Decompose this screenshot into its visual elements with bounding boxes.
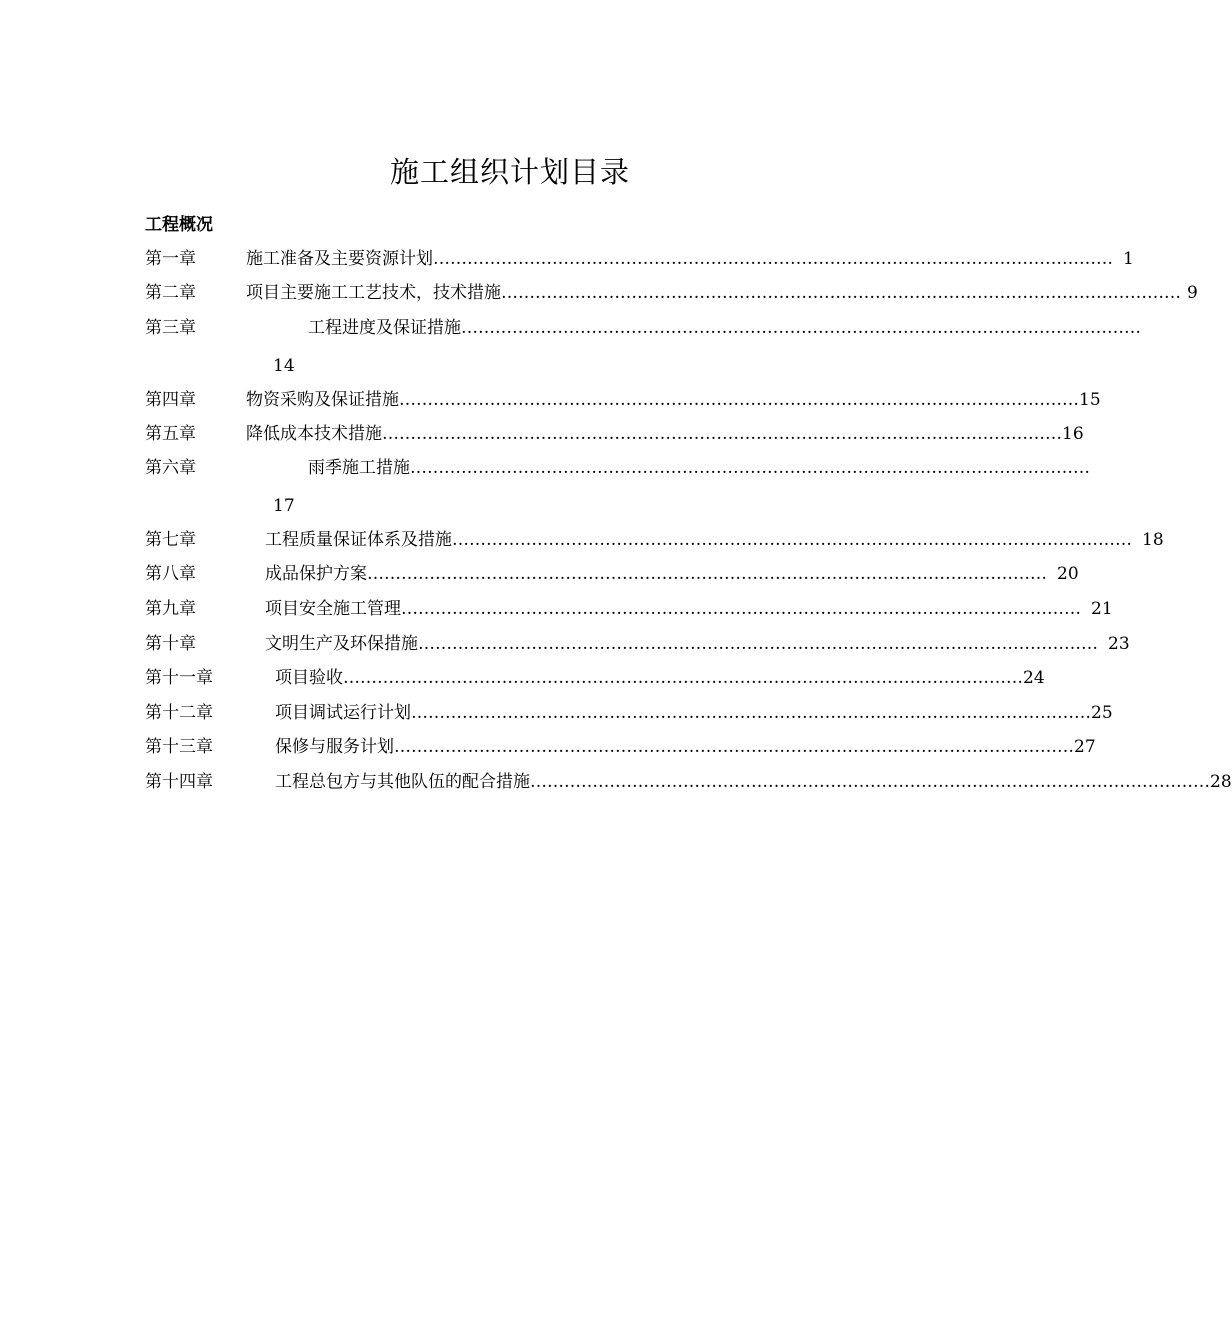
page-number: 17 xyxy=(273,496,295,516)
toc-entry-line xyxy=(246,245,1134,273)
toc-entry[interactable] xyxy=(0,595,1113,623)
dot-leader: ………………………………………………………………………………………………………… xyxy=(461,318,1141,338)
page-number: 20 xyxy=(1057,564,1079,584)
chapter-title: 雨季施工措施 xyxy=(308,458,410,478)
toc-entry-line xyxy=(265,630,1130,658)
toc-entry[interactable] xyxy=(0,420,1084,448)
chapter-title: 工程进度及保证措施 xyxy=(308,318,461,338)
chapter-number: 第十二章 xyxy=(145,703,213,723)
chapter-number: 第九章 xyxy=(145,599,196,619)
chapter-number: 第十一章 xyxy=(145,668,213,688)
dot-leader: ………………………………………………………………………………………………………… xyxy=(394,737,1074,757)
toc-entry-line xyxy=(308,454,1090,482)
toc-entry[interactable] xyxy=(0,245,1134,273)
chapter-title: 保修与服务计划 xyxy=(275,737,394,757)
chapter-title: 项目调试运行计划 xyxy=(275,703,411,723)
toc-entry[interactable] xyxy=(0,314,1141,342)
toc-entry-line xyxy=(246,420,1084,448)
chapter-number: 第七章 xyxy=(145,530,196,550)
dot-leader: ………………………………………………………………………………………………………… xyxy=(501,283,1181,303)
dot-leader: ………………………………………………………………………………………………………… xyxy=(411,703,1091,723)
chapter-number: 第一章 xyxy=(145,249,196,269)
chapter-title: 项目主要施工工艺技术，技术措施 xyxy=(246,283,501,303)
chapter-number: 第五章 xyxy=(145,424,196,444)
page-number: 21 xyxy=(1091,599,1113,619)
page-number: 24 xyxy=(1023,668,1045,688)
chapter-number: 第十三章 xyxy=(145,737,213,757)
chapter-title: 施工准备及主要资源计划 xyxy=(246,249,433,269)
toc-entry[interactable] xyxy=(0,386,1101,414)
page-title: 施工组织计划目录 xyxy=(389,155,630,189)
toc-entry-line xyxy=(265,560,1079,588)
page-number: 1 xyxy=(1123,249,1134,269)
page-number: 25 xyxy=(1091,703,1113,723)
page-number: 27 xyxy=(1074,737,1096,757)
toc-entry-line xyxy=(308,314,1141,342)
dot-leader: ………………………………………………………………………………………………………… xyxy=(343,668,1023,688)
section-heading: 工程概况 xyxy=(145,215,213,235)
page-number: 9 xyxy=(1187,283,1198,303)
toc-entry-line xyxy=(275,699,1113,727)
page-number: 16 xyxy=(1062,424,1084,444)
chapter-title: 工程质量保证体系及措施 xyxy=(265,530,452,550)
toc-entry-line xyxy=(275,733,1096,761)
dot-leader: ………………………………………………………………………………………………………… xyxy=(382,424,1062,444)
chapter-title: 项目安全施工管理 xyxy=(265,599,401,619)
page-number: 14 xyxy=(273,356,295,376)
page-number: 23 xyxy=(1108,634,1130,654)
chapter-title: 成品保护方案 xyxy=(265,564,367,584)
toc-entry[interactable] xyxy=(0,560,1079,588)
dot-leader: ………………………………………………………………………………………………………… xyxy=(399,390,1079,410)
chapter-title: 工程总包方与其他队伍的配合措施 xyxy=(275,772,530,792)
dot-leader: ………………………………………………………………………………………………………… xyxy=(410,458,1090,478)
chapter-title: 降低成本技术措施 xyxy=(246,424,382,444)
page-number: 28 xyxy=(1210,772,1232,792)
toc-entry[interactable] xyxy=(0,526,1164,554)
chapter-number: 第十章 xyxy=(145,634,196,654)
dot-leader: ………………………………………………………………………………………………………… xyxy=(401,599,1081,619)
dot-leader: ………………………………………………………………………………………………………… xyxy=(452,530,1132,550)
page-number: 15 xyxy=(1079,390,1101,410)
toc-entry[interactable] xyxy=(0,699,1113,727)
chapter-number: 第三章 xyxy=(145,318,196,338)
page-number: 18 xyxy=(1142,530,1164,550)
toc-entry[interactable] xyxy=(0,279,1198,307)
toc-entry-line xyxy=(246,386,1101,414)
toc-entry-line xyxy=(265,526,1164,554)
chapter-title: 物资采购及保证措施 xyxy=(246,390,399,410)
dot-leader: ………………………………………………………………………………………………………… xyxy=(530,772,1210,792)
toc-entry-line xyxy=(265,595,1113,623)
chapter-title: 文明生产及环保措施 xyxy=(265,634,418,654)
toc-entry[interactable] xyxy=(0,454,1090,482)
chapter-number: 第十四章 xyxy=(145,772,213,792)
chapter-number: 第六章 xyxy=(145,458,196,478)
chapter-number: 第四章 xyxy=(145,390,196,410)
chapter-title: 项目验收 xyxy=(275,668,343,688)
toc-entry-line xyxy=(275,664,1045,692)
toc-entry[interactable] xyxy=(0,733,1096,761)
chapter-number: 第二章 xyxy=(145,283,196,303)
toc-entry[interactable] xyxy=(0,630,1130,658)
dot-leader: ………………………………………………………………………………………………………… xyxy=(418,634,1098,654)
dot-leader: ………………………………………………………………………………………………………… xyxy=(367,564,1047,584)
toc-entry[interactable] xyxy=(0,664,1045,692)
dot-leader: ………………………………………………………………………………………………………… xyxy=(433,249,1113,269)
toc-entry-line xyxy=(246,279,1198,307)
chapter-number: 第八章 xyxy=(145,564,196,584)
toc-entry[interactable] xyxy=(0,768,1232,796)
toc-entry-line xyxy=(275,768,1232,796)
